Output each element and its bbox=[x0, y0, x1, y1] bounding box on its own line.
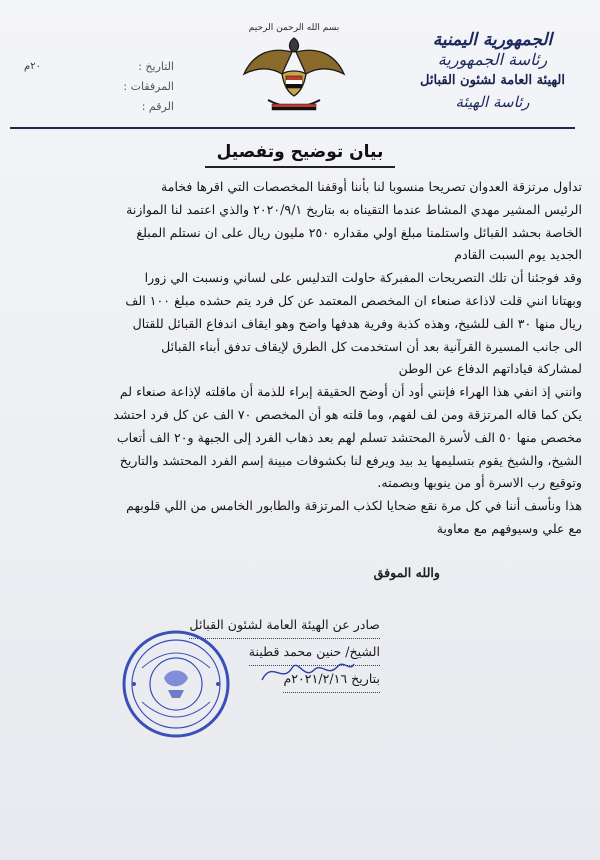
date-label: التاريخ : bbox=[138, 59, 174, 73]
number-label: الرقم : bbox=[141, 99, 174, 113]
closing-text: والله الموفق bbox=[373, 565, 440, 580]
body-line: لمشاركة قياداتهم الدفاع عن الوطن bbox=[398, 361, 582, 377]
letterhead-office: رئاسة الهيئة bbox=[455, 93, 530, 111]
body-line: وقد فوجئنا أن تلك التصريحات المفبركة حاولت التدليس على لساني ونسبت الي زورا bbox=[144, 270, 582, 286]
number-field bbox=[24, 96, 174, 116]
reference-fields bbox=[24, 56, 174, 116]
issuer-date: بتاريخ ٢٠٢١/٢/١٦م bbox=[283, 666, 380, 693]
body-line: الشيخ، والشيخ يقوم بتسليمها يد بيد ويرفع لنا بكشوفات مبينة إسم الفرد المحتشد والتاريخ bbox=[119, 452, 582, 468]
body-line: وتوقيع رب الاسرة أو من ينوبها وبصمته. bbox=[377, 475, 582, 491]
body-line: مع علي وسيوفهم مع معاوية bbox=[436, 520, 582, 536]
official-stamp-icon bbox=[120, 628, 232, 740]
body-line: الخاصة بحشد القبائل واستلمنا مبلغ اولي مقداره ٢٥٠ مليون ريال على ان نستلم المبلغ bbox=[136, 224, 582, 240]
letterhead-presidency: رئاسة الجمهورية bbox=[437, 50, 548, 69]
header-divider bbox=[10, 127, 575, 129]
yemen-emblem-icon bbox=[238, 16, 350, 128]
date-value: ٢٠م bbox=[24, 60, 41, 72]
body-line: وانني إذ انفي هذا الهراء فإنني أود أن أوضح الحقيقة إبراء للذمة أن ماقلته لإذاعة صنعاء لم bbox=[119, 384, 582, 400]
body-line: الرئيس المشير مهدي المشاط عندما التقيناه به بتاريخ ٢٠٢٠/٩/١ والذي اعتمد لنا الموازنة bbox=[126, 201, 582, 217]
letterhead-authority: الهيئة العامة لشئون القبائل bbox=[420, 73, 565, 88]
date-field bbox=[24, 56, 174, 76]
body-line: وبهتانا انني قلت لاذاعة صنعاء ان المخصص المعتمد عن كل فرد يتم حشده مبلغ ١٠٠ الف bbox=[125, 292, 582, 308]
signature-icon bbox=[258, 650, 358, 690]
basmala: بسم الله الرحمن الرحيم bbox=[248, 23, 340, 33]
body-line: ريال منها ٣٠ الف للشيخ، وهذه كذبة وفرية هدفها واضح وهو ايقاف اندفاع القبائل للقتال bbox=[132, 315, 582, 331]
body-line: هذا ونأسف أننا في كل مرة نقع ضحايا لكذب المرتزقة والطابور الخامس من اللي قلوبهم bbox=[126, 498, 582, 514]
body-line: يكن كما قاله المرتزقة ومن لف لفهم، وما قلته هو أن المخصص ٧٠ الف عن كل فرد احتشد bbox=[113, 406, 582, 422]
letterhead-right bbox=[405, 30, 580, 112]
document-title: بيان توضيح وتفصيل bbox=[216, 142, 384, 162]
body-line: مخصص منها ٥٠ الف لأسرة المحتشد تسلم لهم بعد ذهاب الفرد إلى الجبهة و٢٠ الف أتعاب bbox=[116, 429, 582, 445]
attachments-field bbox=[24, 76, 174, 96]
title-underline bbox=[205, 166, 395, 168]
letterhead-country: الجمهورية اليمنية bbox=[432, 30, 553, 50]
statement-body bbox=[22, 176, 582, 541]
issuer-name: الشيخ/ حنين محمد قطينة bbox=[249, 639, 380, 666]
body-line: الى جانب المسيرة القرآنية بعد أن استخدمت كل الطرق لإيقاف تدفق أبناء القبائل bbox=[161, 338, 582, 354]
body-line: تداول مرتزقة العدوان تصريحا منسوبا لنا بأننا أوقفنا المخصصات التي اقرها فخامة bbox=[160, 179, 582, 194]
body-line: الجديد يوم السبت القادم bbox=[454, 247, 582, 263]
attachments-label: المرفقات : bbox=[123, 79, 174, 93]
issuer-authority: صادر عن الهيئة العامة لشئون القبائل bbox=[189, 612, 380, 639]
